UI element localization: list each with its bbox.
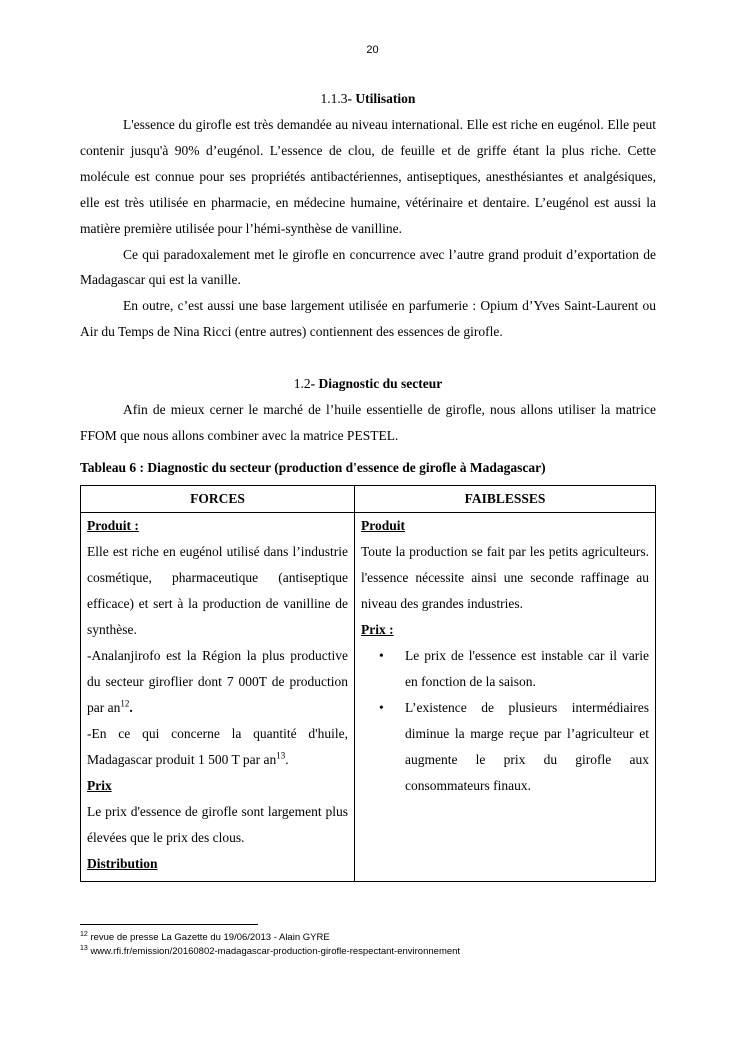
forces-quantite xyxy=(87,721,348,773)
forces-distribution-title: Distribution xyxy=(87,855,158,871)
footnote-ref-13: 13 xyxy=(276,750,286,761)
forces-produit-title: Produit : xyxy=(87,517,139,533)
section-12-number: 1.2 xyxy=(293,376,311,392)
forces-quantite-end: . xyxy=(285,751,289,767)
ffom-table xyxy=(80,485,656,882)
header-faiblesses: FAIBLESSES xyxy=(355,485,656,512)
footnote-ref-12: 12 xyxy=(120,698,130,709)
footnote-12-ref: 12 xyxy=(80,930,88,938)
footnote-13-text: www.rfi.fr/emission/20160802-madagascar-production-girofle-respectant-environnement xyxy=(90,946,461,957)
header-forces: FORCES xyxy=(81,485,355,512)
forces-analanjirofo-end: . xyxy=(129,699,133,715)
faiblesses-produit-text: Toute la production se fait par les petits agriculteurs. l'essence nécessite ainsi une seconde raffinage au niveau des grandes industries. xyxy=(361,543,649,611)
table-caption: Tableau 6 : Diagnostic du secteur (production d'essence de girofle à Madagascar) xyxy=(80,459,546,475)
section-12-heading xyxy=(80,371,656,397)
faiblesses-produit-title: Produit xyxy=(361,517,406,533)
footnote-13-ref: 13 xyxy=(80,944,88,952)
footnote-12 xyxy=(80,931,660,945)
footnote-separator xyxy=(80,924,258,925)
list-item: • L’existence de plusieurs intermédiaires diminue la marge reçue par l’agriculteur et augmente le prix du girofle aux consommateurs finaux. xyxy=(405,695,649,799)
section-113-title: - Utilisation xyxy=(347,91,416,106)
footnote-13 xyxy=(80,945,660,959)
faiblesses-prix-list xyxy=(361,643,649,799)
section-12-title: - Diagnostic du secteur xyxy=(310,376,443,392)
paragraph-utilisation-3: En outre, c’est aussi une base largement utilisée en parfumerie : Opium d’Yves Saint-Laurent ou Air du Temps de Nina Ricci (entre autres) contiennent des essences de girofle. xyxy=(80,298,656,340)
forces-analanjirofo xyxy=(87,643,348,721)
paragraph-diagnostic: Afin de mieux cerner le marché de l’huile essentielle de girofle, nous allons utiliser la matrice FFOM que nous allons combiner avec la matrice PESTEL. xyxy=(80,402,656,444)
page-body xyxy=(80,86,656,882)
paragraph-utilisation-1: L'essence du girofle est très demandée au niveau international. Elle est riche en eugénol. Elle peut contenir jusqu'à 90% d’eugénol. L’essence de clou, de feuille et de griffe étant la plus riche. Cette molécule est connue pour ses propriétés antibactériennes, antiseptiques, anesthésiantes et analgésiques, elle est très utilisée en pharmacie, en médecine humaine, vétérinaire et dentaire. L’eugénol est aussi la matière première utilisée pour l’hémi-synthèse de vanilline. xyxy=(80,117,656,236)
table-header-row xyxy=(81,485,656,512)
footnote-12-text: revue de presse La Gazette du 19/06/2013 - Alain GYRE xyxy=(90,932,330,943)
faiblesses-cell xyxy=(355,512,656,881)
table-body-row xyxy=(81,512,656,881)
list-item: • Le prix de l'essence est instable car il varie en fonction de la saison. xyxy=(405,643,649,695)
forces-prix-title: Prix xyxy=(87,777,112,793)
forces-quantite-text: -En ce qui concerne la quantité d'huile, Madagascar produit 1 500 T par an xyxy=(87,725,348,767)
forces-analanjirofo-text: -Analanjirofo est la Région la plus productive du secteur giroflier dont 7 000T de production par an xyxy=(87,647,348,715)
faiblesses-prix-title: Prix : xyxy=(361,621,394,637)
paragraph-utilisation-2: Ce qui paradoxalement met le girofle en concurrence avec l’autre grand produit d’exportation de Madagascar qui est la vanille. xyxy=(80,246,656,288)
forces-prix-text: Le prix d'essence de girofle sont largement plus élevées que le prix des clous. xyxy=(87,803,348,845)
section-113-number: 1.1.3 xyxy=(320,91,348,106)
page-number: 20 xyxy=(366,44,379,56)
footnotes xyxy=(80,924,660,959)
forces-cell xyxy=(81,512,355,881)
forces-produit-text: Elle est riche en eugénol utilisé dans l’industrie cosmétique, pharmaceutique (antiseptique efficace) et sert à la production de vanilline de synthèse. xyxy=(87,543,348,637)
section-113-heading xyxy=(80,86,656,112)
